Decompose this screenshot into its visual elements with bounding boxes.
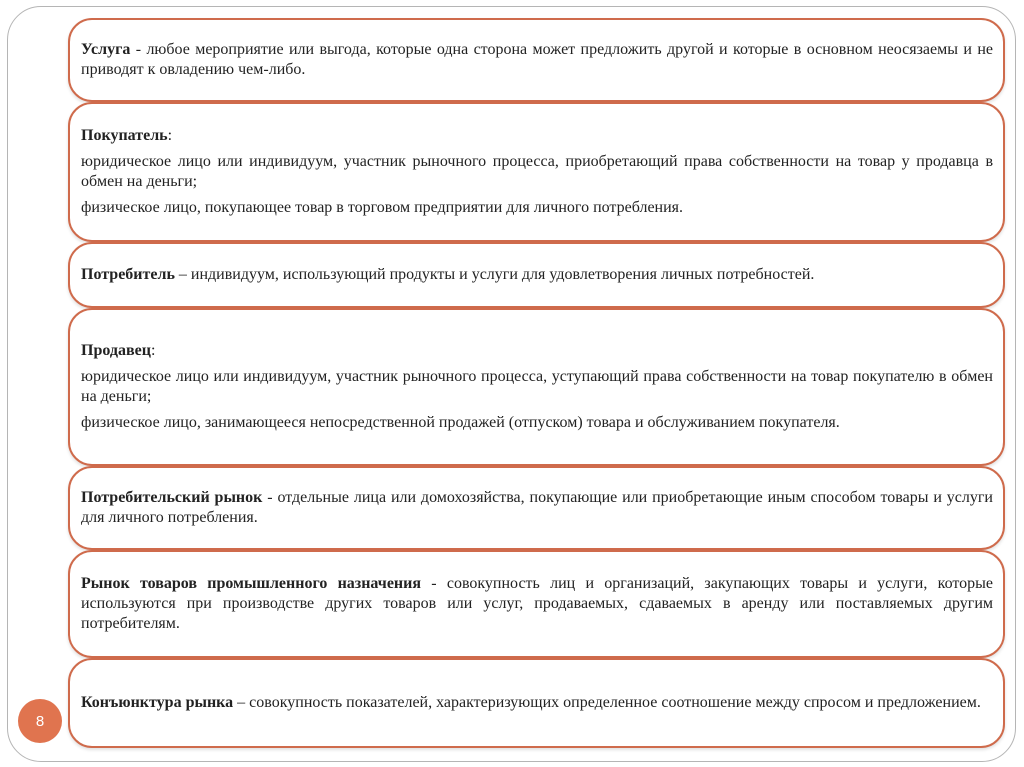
definition-body: : [150, 342, 156, 359]
definition-box-buyer [68, 102, 1005, 242]
definition-box-consumer [68, 242, 1005, 308]
definition-box-market-conditions [68, 658, 1005, 748]
definition-item: физическое лицо, покупающее товар в торговом предприятии для личного потребления. [81, 199, 684, 216]
definition-box-consumer-market [68, 466, 1005, 550]
definition-text [81, 40, 993, 80]
definition-term: Потребитель [81, 266, 175, 283]
definition-term: Потребительский рынок [81, 489, 263, 506]
definition-box-industrial-market [68, 550, 1005, 658]
definition-heading [81, 126, 993, 146]
definition-box-seller [68, 308, 1005, 466]
definition-text [81, 265, 993, 285]
definition-box-service [68, 18, 1005, 102]
definition-heading [81, 341, 993, 361]
definition-body: : [167, 127, 173, 144]
definition-term: Продавец [81, 342, 151, 359]
definition-term: Покупатель [81, 127, 168, 144]
definition-text [81, 693, 993, 713]
definition-text [81, 488, 993, 528]
definition-body: – индивидуум, использующий продукты и услуги для удовлетворения личных потребностей. [174, 266, 815, 283]
definition-term: Конъюнктура рынка [81, 694, 234, 711]
definition-item: физическое лицо, занимающееся непосредственной продажей (отпуском) товара и обслуживанием покупателя. [81, 414, 840, 431]
definition-item: юридическое лицо или индивидуум, участник рыночного процесса, уступающий права собственности на товар покупателю в обмен на деньги; [81, 368, 993, 405]
definition-text [81, 574, 993, 634]
definition-body: - любое мероприятие или выгода, которые одна сторона может предложить другой и которые в основном неосязаемы и не приводят к овладению чем-либо. [81, 41, 993, 78]
page-number-badge: 8 [18, 699, 62, 743]
definition-item: юридическое лицо или индивидуум, участник рыночного процесса, приобретающий права собственности на товар у продавца в обмен на деньги; [81, 153, 993, 190]
definition-term: Рынок товаров промышленного назначения [81, 575, 422, 592]
definition-body: - совокупность лиц и организаций, закупающих товары и услуги, которые используются при производстве других товаров или услуг, продаваемых, сдаваемых в аренду или поставляемых другим потребителям. [81, 575, 993, 632]
definition-term: Услуга [81, 41, 131, 58]
definition-body: - отдельные лица или домохозяйства, покупающие или приобретающие иным способом товары и услуги для личного потребления. [81, 489, 993, 526]
definition-body: – совокупность показателей, характеризующих определенное соотношение между спросом и предложением. [233, 694, 981, 711]
